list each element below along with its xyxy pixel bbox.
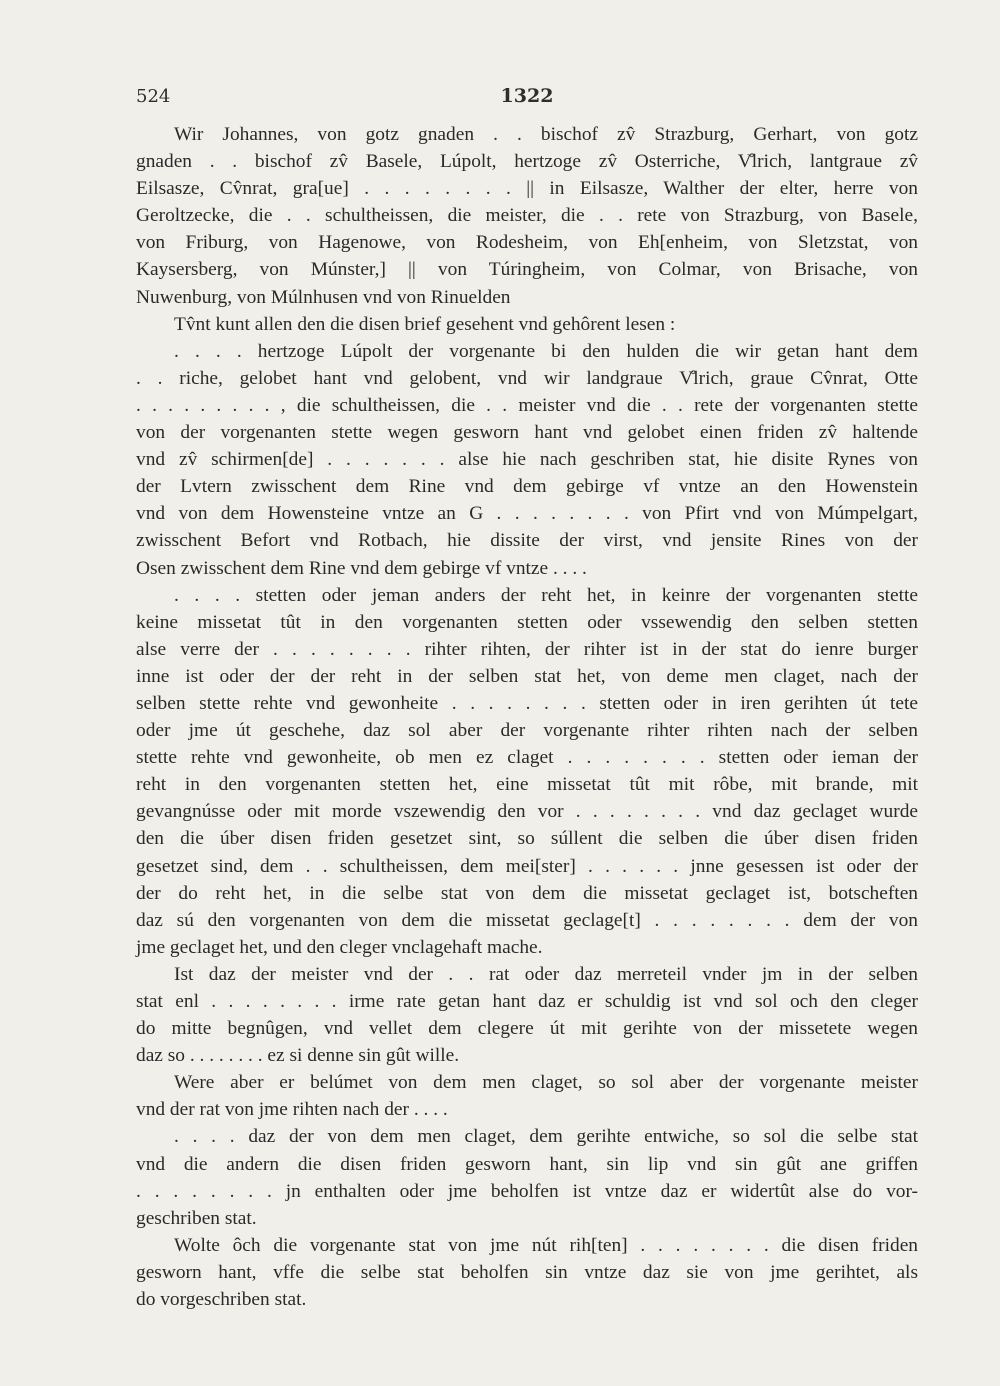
page-number: 524: [136, 86, 171, 107]
document-body: [136, 121, 918, 1313]
text-line: gnaden . . bischof zv̂ Basele, Lúpolt, hertzoge zv̂ Osterriche, V̊lrich, lantgraue zv̂: [136, 151, 918, 173]
text-line: Wir Johannes, von gotz gnaden . . bischof zv̂ Strazburg, Gerhart, von gotz: [174, 124, 918, 145]
text-line: Eilsasze, Cv̂nrat, gra[ue] . . . . . . . . || in Eilsasze, Walther der elter, herre von: [136, 178, 918, 200]
text-line: der do reht het, in die selbe stat von dem die missetat geclaget ist, botscheften: [136, 882, 918, 904]
text-line: . . riche, gelobet hant vnd gelobent, vnd wir landgraue V̊lrich, graue Cv̂nrat, Otte: [136, 367, 918, 389]
text-line: vnd der rat von jme rihten nach der . . . .: [136, 1099, 448, 1121]
text-line: selben stette rehte vnd gewonheite . . . . . . . . stetten oder in iren gerihten út tete: [136, 692, 918, 714]
text-line: der Lvtern zwisschent dem Rine vnd dem gebirge vf vntze an den Howenstein: [136, 476, 918, 498]
paragraph: [136, 311, 918, 338]
text-line: inne ist oder der der reht in der selben stat het, von deme men claget, nach der: [136, 665, 918, 687]
paragraph: [136, 1232, 918, 1313]
paragraph: [136, 961, 918, 1069]
document-year-heading: 1322: [500, 85, 554, 107]
text-line: alse verre der . . . . . . . . rihter rihten, der rihter ist in der stat do ienre burger: [136, 638, 918, 660]
text-line: . . . . . . . . jn enthalten oder jme beholfen ist vntze daz er widertût alse do vor-: [136, 1180, 918, 1202]
text-line: Wolte ôch die vorgenante stat von jme nút rih[ten] . . . . . . . . die disen friden: [174, 1234, 918, 1256]
text-line: Were aber er belúmet von dem men claget, so sol aber der vorgenante meister: [174, 1072, 918, 1094]
paragraph: [136, 121, 918, 311]
text-line: stette rehte vnd gewonheite, ob men ez claget . . . . . . . . stetten oder ieman der: [136, 747, 918, 769]
text-line: do mitte begnûgen, vnd vellet dem clegere út mit gerihte von der missetete wegen: [136, 1018, 918, 1040]
text-line: . . . . . . . . . , die schultheissen, die . . meister vnd die . . rete der vorgenanten stette: [136, 394, 918, 416]
text-line: . . . . daz der von dem men claget, dem gerihte entwiche, so sol die selbe stat: [174, 1126, 918, 1148]
page-header: [136, 86, 918, 116]
text-line: daz sú den vorgenanten von dem die missetat geclage[t] . . . . . . . . dem der von: [136, 909, 918, 931]
text-line: do vorgeschriben stat.: [136, 1289, 307, 1311]
paragraph: [136, 1069, 918, 1123]
text-line: gesetzet sind, dem . . schultheissen, dem mei[ster] . . . . . . jnne gesessen ist oder der: [136, 855, 918, 877]
text-line: Osen zwisschent dem Rine vnd dem gebirge vf vntze . . . .: [136, 557, 587, 579]
text-line: . . . . stetten oder jeman anders der reht het, in keinre der vorgenanten stette: [174, 584, 918, 606]
paragraph: [136, 338, 918, 582]
text-line: daz so . . . . . . . . ez si denne sin gût wille.: [136, 1045, 460, 1067]
text-line: von Friburg, von Hagenowe, von Rodesheim, von Eh[enheim, von Sletzstat, von: [136, 232, 918, 254]
text-line: keine missetat tût in den vorgenanten stetten oder vssewendig den selben stetten: [136, 611, 918, 633]
paragraph: [136, 582, 918, 961]
text-line: geschriben stat.: [136, 1207, 257, 1229]
text-line: Nuwenburg, von Múlnhusen vnd von Rinuelden: [136, 286, 511, 308]
text-line: vnd von dem Howensteine vntze an G . . . . . . . . von Pfirt vnd von Múmpelgart,: [136, 503, 918, 525]
paragraph: [136, 1123, 918, 1231]
text-line: stat enl . . . . . . . . irme rate getan hant daz er schuldig ist vnd sol och den cleger: [136, 991, 918, 1012]
text-line: von der vorgenanten stette wegen gesworn hant vnd gelobet einen friden zv̂ haltende: [136, 422, 918, 444]
text-line: den die úber disen friden gesetzet sint, so súllent die selben die úber disen friden: [136, 828, 918, 850]
text-line: reht in den vorgenanten stetten het, eine missetat tût mit rôbe, mit brande, mit: [136, 774, 918, 796]
text-line: vnd die andern die disen friden gesworn hant, sin lip vnd sin gût ane griffen: [136, 1153, 918, 1175]
text-line: gevangnússe oder mit morde vszewendig den vor . . . . . . . . vnd daz geclaget wurde: [136, 801, 918, 823]
text-line: Tv̂nt kunt allen den die disen brief gesehent vnd gehôrent lesen :: [174, 313, 676, 335]
text-line: oder jme út geschehe, daz sol aber der vorgenante rihter rihten nach der selben: [136, 720, 918, 742]
text-line: gesworn hant, vffe die selbe stat beholfen sin vntze daz sie von jme gerihtet, als: [136, 1261, 918, 1283]
text-line: zwisschent Befort vnd Rotbach, hie dissite der virst, vnd jensite Rines von der: [136, 530, 918, 552]
text-line: Ist daz der meister vnd der . . rat oder daz merreteil vnder jm in der selben: [174, 963, 918, 985]
text-line: . . . . hertzoge Lúpolt der vorgenante bi den hulden die wir getan hant dem: [174, 340, 918, 362]
text-line: Geroltzecke, die . . schultheissen, die meister, die . . rete von Strazburg, von Basele,: [136, 205, 918, 227]
text-line: jme geclaget het, und den cleger vnclagehaft mache.: [136, 936, 543, 958]
text-line: vnd zv̂ schirmen[de] . . . . . . . alse hie nach geschriben stat, hie disite Rynes von: [136, 449, 918, 471]
text-line: Kaysersberg, von Múnster,] || von Túringheim, von Colmar, von Brisache, von: [136, 259, 918, 281]
